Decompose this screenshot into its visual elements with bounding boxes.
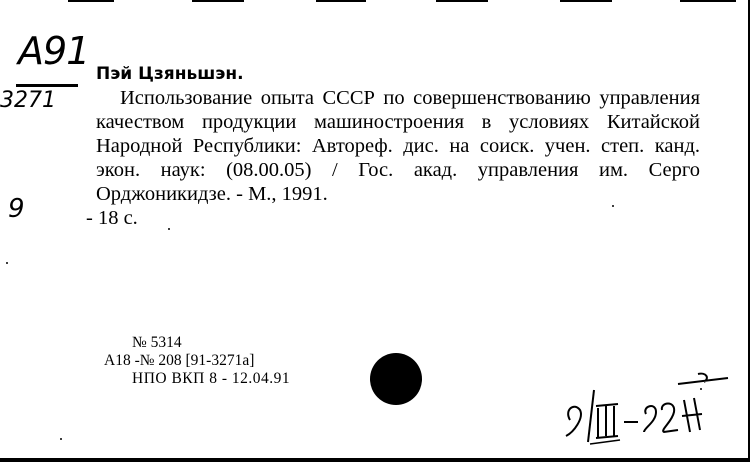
top-rule-dash (192, 0, 244, 2)
code-number: № 5314 (132, 334, 182, 351)
paper-speck (612, 205, 614, 207)
side-mark: 9 (8, 194, 25, 224)
top-rule-dash (316, 0, 366, 2)
top-rule-dash (436, 0, 488, 2)
shelf-mark-number: 3271 (0, 88, 56, 113)
paper-speck (168, 228, 170, 230)
code-registry: А18 -№ 208 [91-3271а] (104, 352, 255, 369)
shelf-mark-letters: A91 (18, 29, 90, 73)
paper-speck (6, 262, 8, 264)
shelf-mark-underline (16, 84, 78, 87)
registration-codes (104, 334, 290, 388)
bottom-rule (0, 458, 750, 462)
top-rule-dash (680, 0, 736, 2)
author-name: Пэй Цзяньшэн. (96, 64, 244, 84)
paper-speck (700, 388, 702, 390)
punch-hole (370, 353, 422, 405)
page-count: - 18 с. (86, 207, 138, 229)
handwritten-date-signature (560, 370, 740, 450)
entry-description: Использование опыта СССР по совершенствованию управления качеством продукции машиностроения в условиях Китайской Народной Республики: Автореф. дис. на соиск. учен. степ. канд. экон. наук: (08.00.05) / Гос. акад. управления им. Серго Орджоникидзе. - М., 1991. (96, 87, 700, 205)
top-rule-dash (560, 0, 612, 2)
top-rule-dash (68, 0, 114, 2)
code-publisher: НПО ВКП 8 - 12.04.91 (132, 370, 291, 387)
paper-speck (60, 438, 62, 440)
card-text (86, 62, 700, 230)
